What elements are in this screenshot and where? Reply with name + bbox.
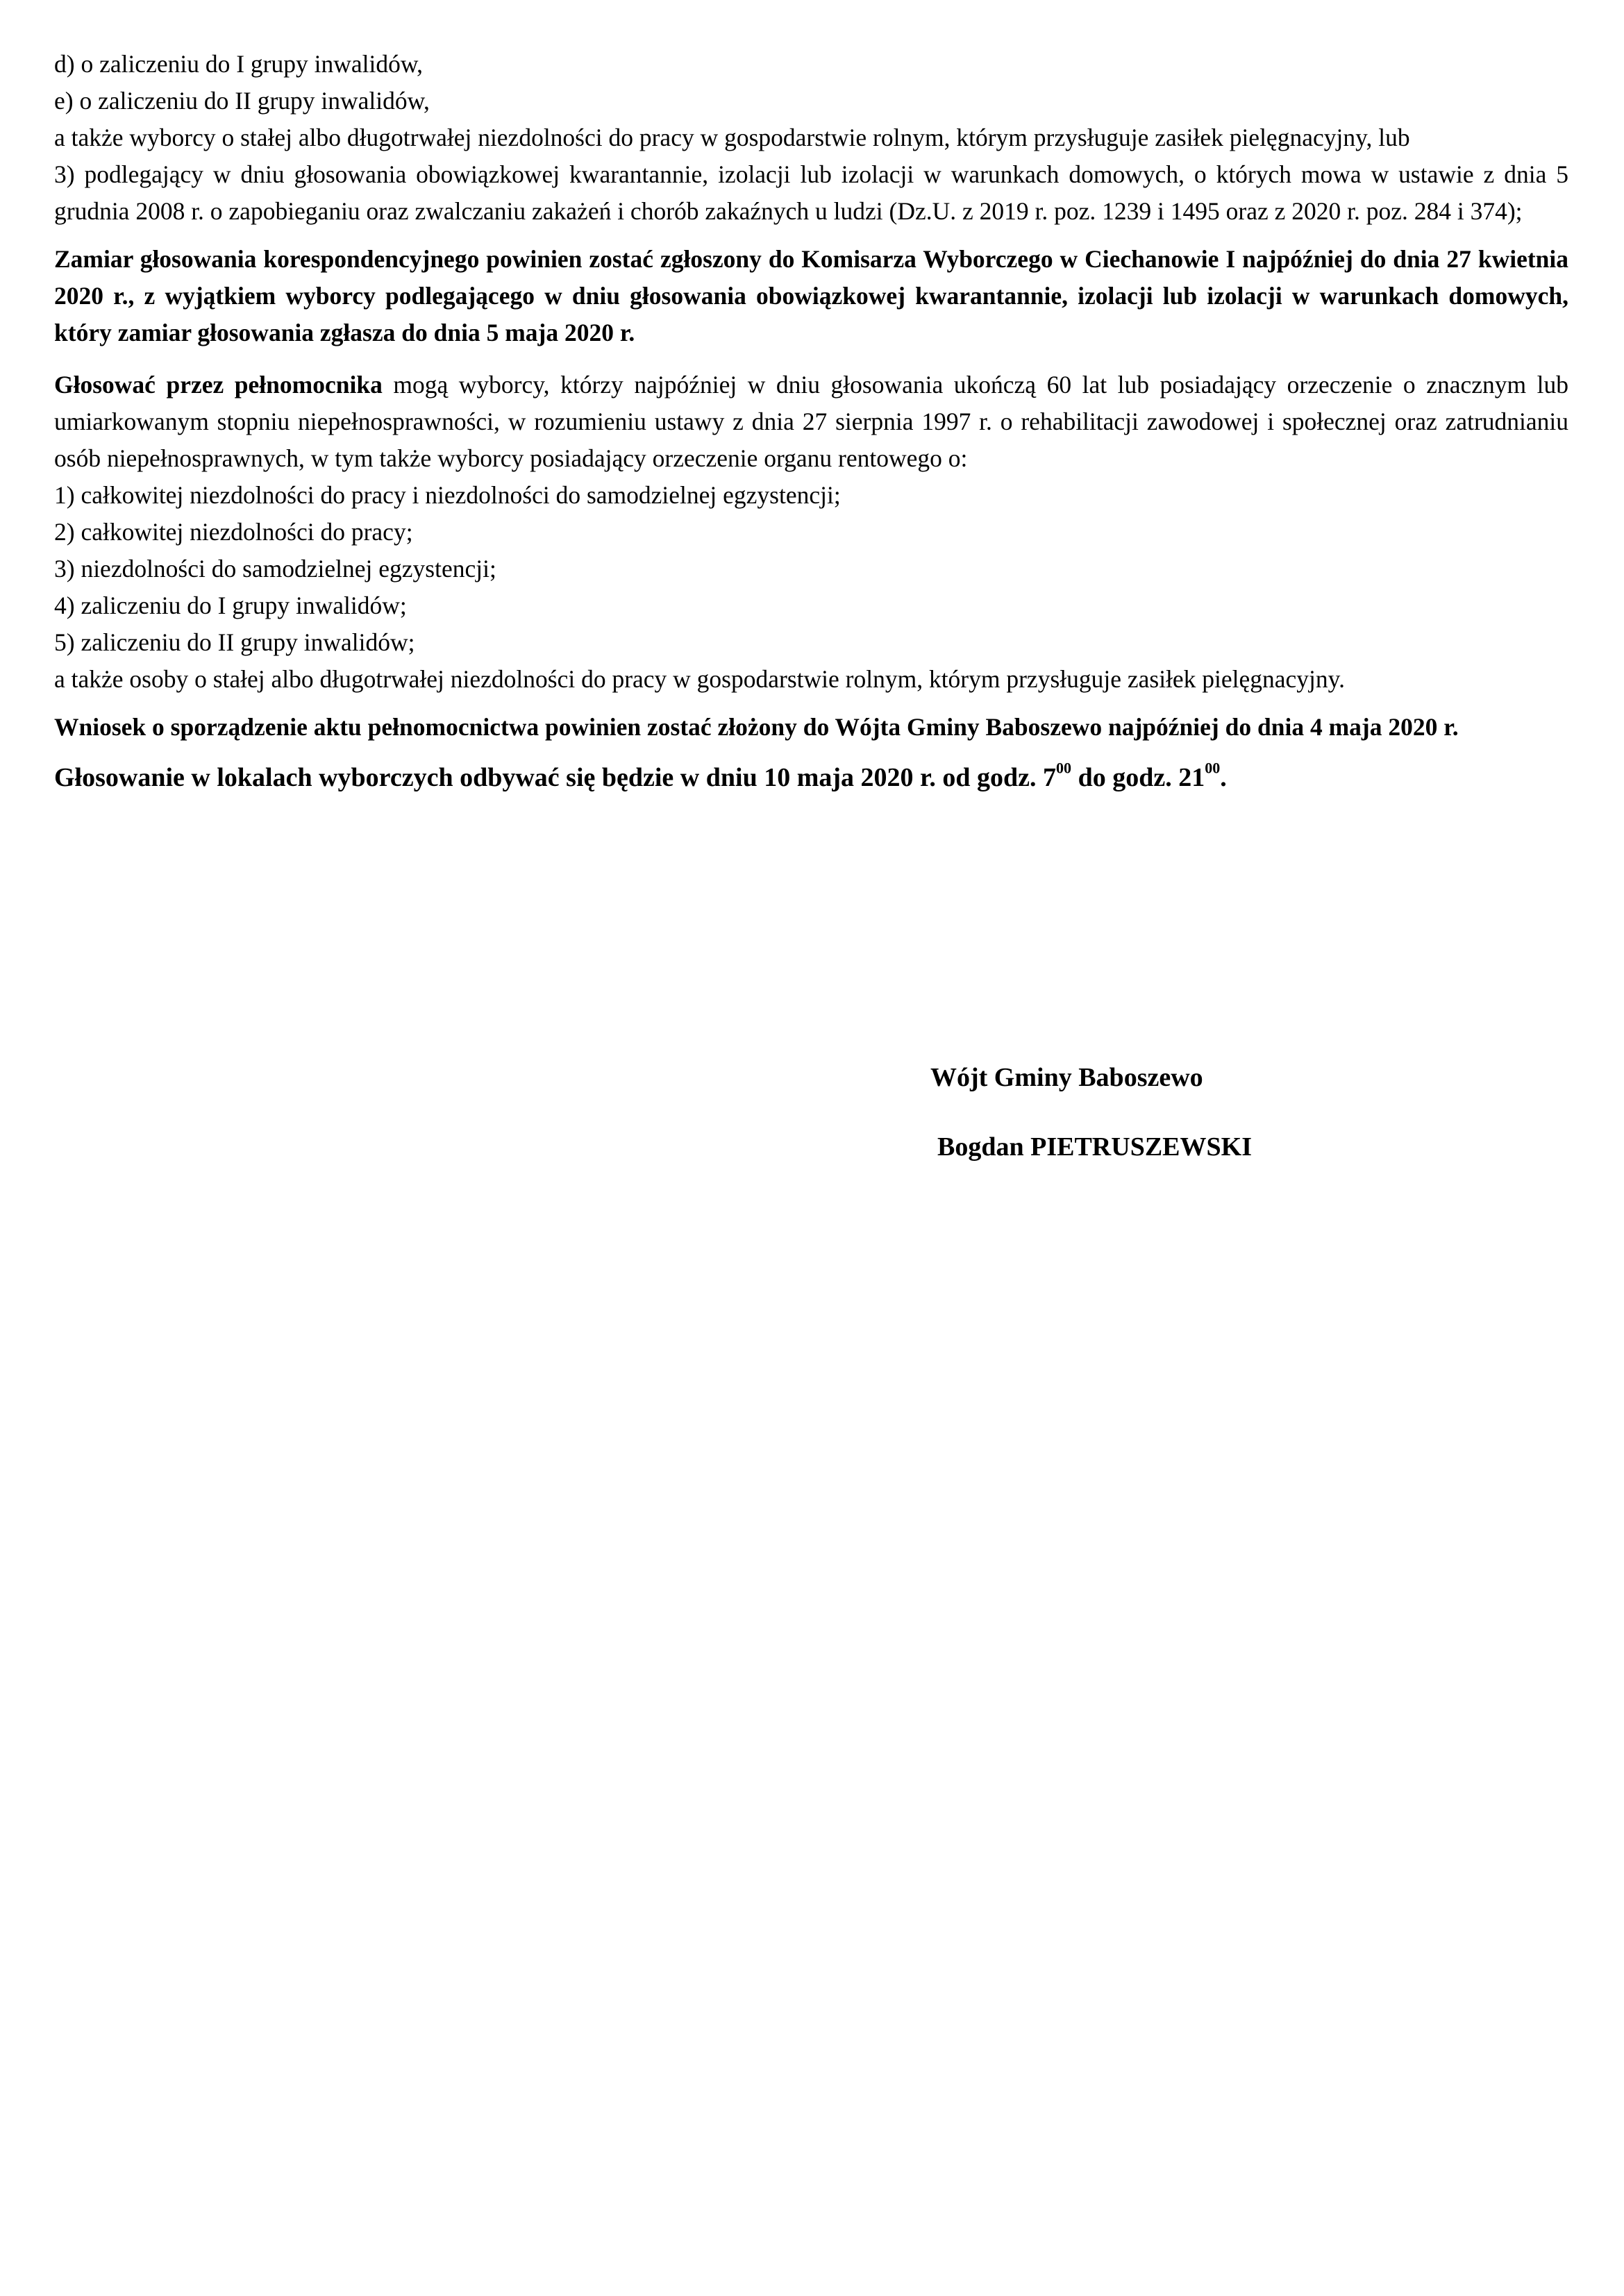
proxy-condition-item: 1) całkowitej niezdolności do pracy i niezdolności do samodzielnej egzystencji; [54,481,841,509]
farm-disability-paragraph: a także wyborcy o stałej albo długotrwałej niezdolności do pracy w gospodarstwie rolnym, którym przysługuje zasiłek pielęgnacyjny, lub [54,124,1410,151]
closing-minutes: 00 [1205,759,1221,777]
opening-minutes: 00 [1056,759,1072,777]
correspondence-voting-notice: Zamiar głosowania korespondencyjnego powinien zostać zgłoszony do Komisarza Wyborczego w Ciechanowie I najpóźniej do dnia 27 kwietnia 2020 r., z wyjątkiem wyborcy podlegającego w dniu głosowania obowiązkowej kwarantannie, izolacji lub izolacji w warunkach domowych, który zamiar głosowania zgłasza do dnia 5 maja 2020 r. [54,245,1568,346]
announcement-body [54,46,1568,796]
proxy-voting-body: mogą wyborcy, którzy najpóźniej w dniu głosowania ukończą 60 lat lub posiadający orzeczenie o znacznym lub umiarkowanym stopniu niepełnosprawności, w rozumieniu ustawy z dnia 27 sierpnia 1997 r. o rehabilitacji zawodowej i społecznej oraz zatrudnianiu osób niepełnosprawnych, w tym także wyborcy posiadający orzeczenie organu rentowego o: [54,371,1568,472]
proxy-condition-item: 3) niezdolności do samodzielnej egzystencji; [54,555,496,583]
voting-hours-middle: do godz. [1071,763,1179,792]
proxy-voting-paragraph [54,367,1568,477]
proxy-voting-lead: Głosować przez pełnomocnika [54,371,383,399]
proxy-condition-item: 2) całkowitej niezdolności do pracy; [54,518,413,546]
quarantine-paragraph: 3) podlegający w dniu głosowania obowiązkowej kwarantannie, izolacji lub izolacji w warunkach domowych, o których mowa w ustawie z dnia 5 grudnia 2008 r. o zapobieganiu oraz zwalczaniu zakażeń i chorób zakaźnych u ludzi (Dz.U. z 2019 r. poz. 1239 i 1495 oraz z 2020 r. poz. 284 i 374); [54,160,1568,225]
proxy-condition-item: 4) zaliczeniu do I grupy inwalidów; [54,592,407,619]
proxy-condition-item: 5) zaliczeniu do II grupy inwalidów; [54,628,415,656]
list-item-d: d) o zaliczeniu do I grupy inwalidów, [54,50,424,78]
voting-hours-text: Głosowanie w lokalach wyborczych odbywać się będzie w dniu 10 maja 2020 r. od godz. [54,763,1044,792]
list-item-e: e) o zaliczeniu do II grupy inwalidów, [54,87,430,115]
signature-name: Bogdan PIETRUSZEWSKI [937,1132,1252,1162]
voting-hours-notice [54,760,1568,796]
closing-hour: 21 [1178,763,1205,792]
voting-hours-end: . [1220,763,1227,792]
proxy-request-notice: Wniosek o sporządzenie aktu pełnomocnictwa powinien zostać złożony do Wójta Gminy Baboszewo najpóźniej do dnia 4 maja 2020 r. [54,713,1459,741]
proxy-closing-line: a także osoby o stałej albo długotrwałej niezdolności do pracy w gospodarstwie rolnym, którym przysługuje zasiłek pielęgnacyjny. [54,665,1345,693]
opening-hour: 7 [1043,763,1057,792]
signature-title: Wójt Gminy Baboszewo [930,1063,1203,1092]
